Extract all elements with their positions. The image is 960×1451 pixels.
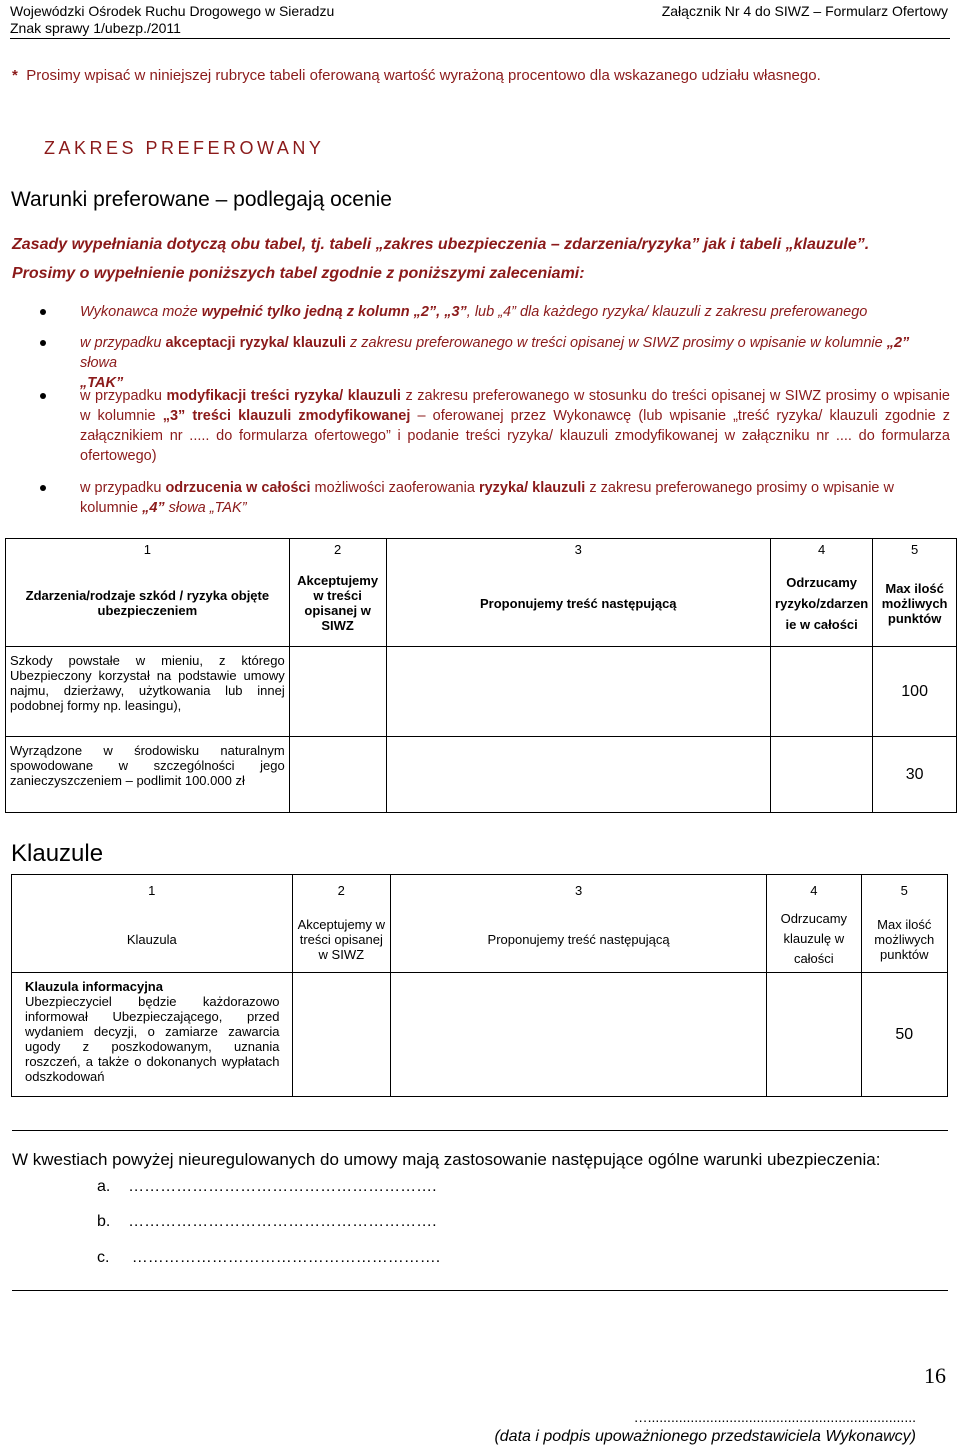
footnote-text: Prosimy wpisać w niniejszej rubryce tabeli oferowaną wartość wyrażoną procentowo dla wskazanego udziału własnego.	[26, 67, 821, 84]
column-header: Zdarzenia/rodzaje szkód / ryzyka objęte ubezpieczeniem	[6, 561, 290, 647]
bullet-text: z zakresu preferowanego prosimy o wpisanie w kolumnie	[80, 480, 894, 516]
risk-description: Wyrządzone w środowisku naturalnym spowodowane w szczególności jego zanieczyszczeniem – podlimit 100.000 zł	[6, 737, 290, 813]
column-header: Odrzucamy klauzulę w całości	[767, 907, 861, 973]
column-header: Akceptujemy w treści opisanej w SIWZ	[289, 561, 386, 647]
list-item	[97, 1213, 437, 1231]
column-header: Max ilość możliwych punktów	[861, 907, 947, 973]
bullet-text: w przypadku	[80, 335, 166, 351]
footnote	[12, 67, 821, 84]
header-divider	[10, 38, 950, 39]
bullet-text: – oferowanej przez Wykonawcę (lub wpisanie „treść ryzyka/ klauzuli zgodnie z załącznikiem nr ..... do formularza ofertowego” i podanie treści ryzyka/ klauzuli zmodyfikowanej w załączniku nr .... do formularza ofertowego)	[80, 408, 951, 464]
instructions-text: Prosimy o wypełnienie poniższych tabel zgodnie z poniższymi zaleceniami:	[12, 265, 585, 282]
table-row	[6, 737, 957, 813]
column-header: Odrzucamy ryzyko/zdarzen ie w całości	[771, 561, 873, 647]
bullet-text: możliwości zaoferowania	[310, 480, 479, 496]
column-number: 2	[292, 875, 391, 907]
bullet-icon	[40, 340, 46, 346]
reject-cell[interactable]	[767, 973, 861, 1097]
bullet-text: Wykonawca może	[80, 304, 202, 320]
column-header: Proponujemy treść następującą	[386, 561, 771, 647]
preferred-conditions-part2: podlegają ocenie	[233, 188, 392, 211]
bullet-text-bold: modyfikacji treści ryzyka/ klauzuli	[166, 388, 401, 404]
propose-cell[interactable]	[391, 973, 767, 1097]
max-points: 30	[873, 737, 957, 813]
fill-in-field[interactable]: ………………………………………………….	[131, 1249, 441, 1266]
list-label: a.	[97, 1178, 111, 1195]
clause-cell	[12, 973, 293, 1097]
bullet-text-bold: ryzyka/ klauzuli	[478, 480, 586, 496]
header-case-number: Znak sprawy 1/ubezp./2011	[10, 20, 181, 36]
column-header: Klauzula	[12, 907, 293, 973]
general-conditions-text: W kwestiach powyżej nieuregulowanych do umowy mają zastosowanie następujące ogólne warunki ubezpieczenia:	[12, 1150, 881, 1169]
risk-description: Szkody powstałe w mieniu, z którego Ubezpieczony korzystał na podstawie umowy najmu, dzierżawy, użytkowania lub innej podobnej formy np. leasingu),	[6, 647, 290, 737]
reject-cell[interactable]	[771, 647, 873, 737]
bullet-text-bold: „2”	[886, 335, 910, 351]
max-points: 100	[873, 647, 957, 737]
bullet-text-bold: akceptacji ryzyka/ klauzuli	[165, 335, 346, 351]
reject-cell[interactable]	[771, 737, 873, 813]
bullet-text: w przypadku	[80, 480, 166, 496]
clause-description: Ubezpieczyciel będzie każdorazowo informował Ubezpieczającego, przed wydaniem decyzji, o zamiarze zawarcia ugody z poszkodowanym, uznania roszczeń, a także o dokonanych wypłatach odszkodowań	[25, 994, 280, 1084]
clause-title: Klauzula informacyjna	[25, 979, 163, 994]
bullet-text-bold: odrzucenia w całości	[165, 480, 311, 496]
rules-text: Zasady wypełniania dotyczą obu tabel, tj. tabeli „zakres ubezpieczenia – zdarzenia/ryzyka” jak i tabeli „klauzule”.	[12, 236, 870, 253]
bullet-text: słowa	[80, 355, 118, 371]
column-number: 4	[771, 539, 873, 561]
footnote-asterisk: *	[12, 67, 18, 84]
column-header: Proponujemy treść następującą	[391, 907, 767, 973]
divider	[12, 1130, 948, 1131]
header-institution: Wojewódzki Ośrodek Ruchu Drogowego w Sieradzu	[10, 3, 335, 19]
propose-cell[interactable]	[386, 647, 771, 737]
bullet-icon	[40, 393, 46, 399]
bullet-icon	[40, 309, 46, 315]
column-number: 5	[873, 539, 957, 561]
max-points: 50	[861, 973, 947, 1097]
list-label: b.	[97, 1213, 111, 1230]
column-number: 1	[12, 875, 293, 907]
list-item	[97, 1249, 440, 1267]
clauses-table	[11, 874, 948, 1097]
bullet-text-bold: „TAK”	[80, 375, 124, 391]
accept-cell[interactable]	[292, 973, 391, 1097]
accept-cell[interactable]	[289, 737, 386, 813]
column-header: Max ilość możliwych punktów	[873, 561, 957, 647]
bullet-text: słowa „TAK”	[164, 500, 247, 516]
column-number: 4	[767, 875, 861, 907]
page-number: 16	[924, 1363, 946, 1388]
column-number: 2	[289, 539, 386, 561]
column-number: 3	[386, 539, 771, 561]
column-number: 3	[391, 875, 767, 907]
clauses-heading: Klauzule	[11, 840, 104, 867]
divider	[12, 1290, 948, 1291]
bullet-text: w przypadku	[80, 388, 167, 404]
bullet-text-bold: „3” treści klauzuli zmodyfikowanej	[162, 408, 411, 424]
column-number: 5	[861, 875, 947, 907]
bullet-text: , lub „4” dla każdego ryzyka/ klauzuli z zakresu preferowanego	[466, 304, 868, 320]
signature-caption: (data i podpis upoważnionego przedstawiciela Wykonawcy)	[494, 1428, 916, 1445]
accept-cell[interactable]	[289, 647, 386, 737]
fill-in-field[interactable]: ………………………………………………….	[128, 1178, 437, 1195]
preferred-conditions-heading	[11, 188, 392, 212]
bullet-text-bold: wypełnić tylko jedną z kolumn „2”, „3”	[201, 304, 467, 320]
bullet-text: z zakresu preferowanego w stosunku do treści opisanej w SIWZ prosimy o wpisanie w kolumnie	[80, 388, 950, 424]
signature-line[interactable]: ….....................................................................	[633, 1409, 916, 1425]
propose-cell[interactable]	[386, 737, 771, 813]
header-attachment: Załącznik Nr 4 do SIWZ – Formularz Ofertowy	[661, 3, 948, 19]
risks-table	[5, 538, 957, 813]
section-title: ZAKRES PREFEROWANY	[44, 138, 325, 158]
bullet-icon	[40, 485, 46, 491]
bullet-text-bold: „4”	[142, 500, 165, 516]
table-row	[12, 973, 948, 1097]
table-row	[6, 647, 957, 737]
preferred-conditions-part1: Warunki preferowane –	[11, 188, 234, 211]
list-label: c.	[97, 1249, 110, 1266]
column-header: Akceptujemy w treści opisanej w SIWZ	[292, 907, 391, 973]
fill-in-field[interactable]: ………………………………………………….	[128, 1213, 437, 1230]
column-number: 1	[6, 539, 290, 561]
list-item	[97, 1178, 437, 1196]
bullet-text: z zakresu preferowanego w treści opisanej w SIWZ prosimy o wpisanie w kolumnie	[345, 335, 887, 351]
